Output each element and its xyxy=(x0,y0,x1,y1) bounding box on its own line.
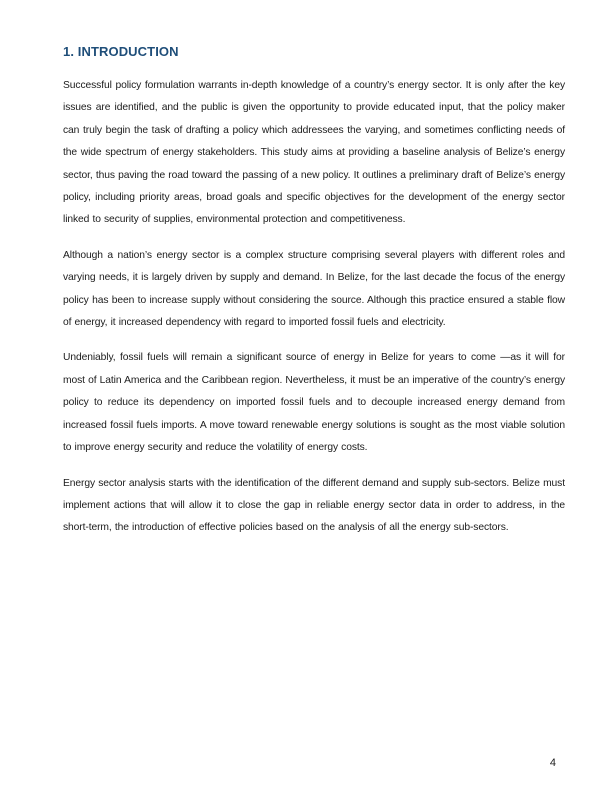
paragraph-4: Energy sector analysis starts with the identification of the different demand and supply sub-sectors. Belize must implement actions that will allow it to close the gap in reliable energy sector data in order to address, in the short-term, the introduction of effective policies based on the analysis of all the energy sub-sectors. xyxy=(63,477,565,534)
page-number: 4 xyxy=(549,757,556,769)
paragraph-1: Successful policy formulation warrants in-depth knowledge of a country’s energy sector. It is only after the key issues are identified, and the public is given the opportunity to provide educated input, that the policy maker can truly begin the task of drafting a policy which addressees the varying, and sometimes conflicting needs of the wide spectrum of energy stakeholders. This study aims at providing a baseline analysis of Belize’s energy sector, thus paving the road toward the passing of a new policy. It outlines a preliminary draft of Belize’s energy policy, including priority areas, broad goals and specific objectives for the development of the energy sector linked to security of supplies, environmental protection and competitiveness. xyxy=(63,80,565,226)
paragraph-2: Although a nation’s energy sector is a complex structure comprising several players with different roles and varying needs, it is largely driven by supply and demand. In Belize, for the last decade the focus of the energy policy has been to increase supply without considering the source. Although this practice ensured a stable flow of energy, it increased dependency with regard to imported fossil fuels and electricity. xyxy=(63,249,565,329)
paragraph-3: Undeniably, fossil fuels will remain a significant source of energy in Belize for years to come —as it will for most of Latin America and the Caribbean region. Nevertheless, it must be an imperative of the country’s energy policy to reduce its dependency on imported fossil fuels and to decouple increased energy demand from increased fossil fuels imports. A move toward renewable energy solutions is sought as the most viable solution to improve energy security and reduce the volatility of energy costs. xyxy=(63,352,565,454)
section-heading: 1. INTRODUCTION xyxy=(63,44,179,59)
text-block xyxy=(63,44,565,553)
